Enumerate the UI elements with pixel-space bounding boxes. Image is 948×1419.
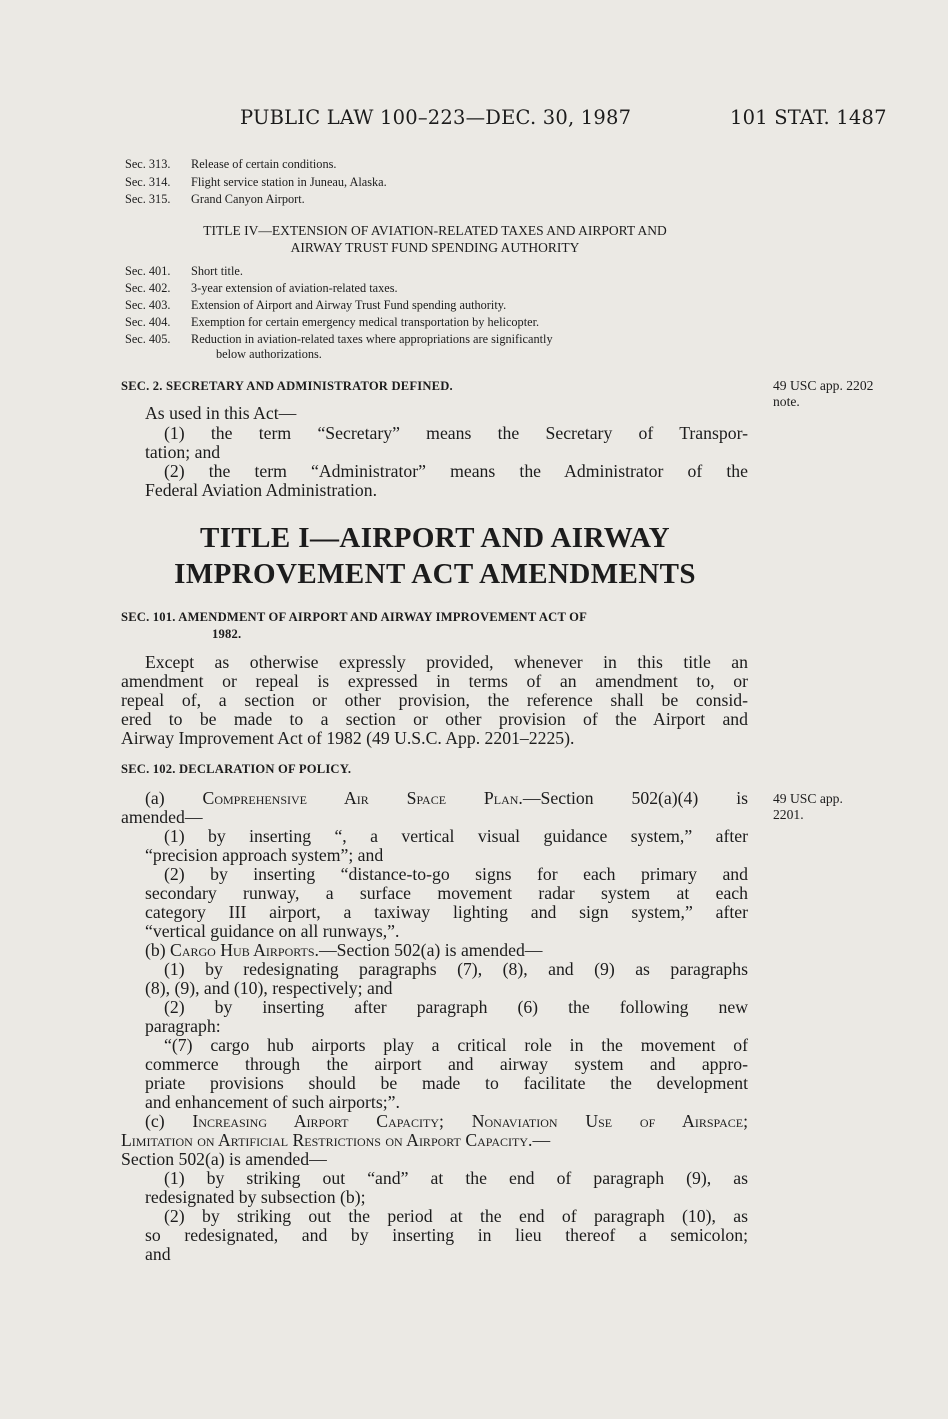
sec-102-c-para-1: (1) by striking out “and” at the end of paragraph (9), as [164, 1168, 748, 1188]
sec-102-c-para-2-cont: so redesignated, and by inserting in lieu thereof a semicolon; [145, 1225, 748, 1245]
sec-2-para-2-cont: Federal Aviation Administration. [145, 480, 378, 500]
sec-2-para-1: (1) the term “Secretary” means the Secretary of Transpor- [164, 423, 748, 443]
sec-2-intro: As used in this Act— [145, 403, 297, 423]
sec-101-text: Except as otherwise expressly provided, whenever in this title an [145, 652, 748, 672]
sec-102-heading: SEC. 102. DECLARATION OF POLICY. [121, 762, 352, 776]
sec-102-c-para-2: (2) by striking out the period at the end of paragraph (10), as [164, 1206, 748, 1226]
title-iv-heading: TITLE IV—EXTENSION OF AVIATION-RELATED TAXES AND AIRPORT AND AIRWAY TRUST FUND SPENDING AUTHORITY [203, 223, 667, 255]
sec-102-subsection-c: (c) Increasing Airport Capacity; Nonaviation Use of Airspace; [145, 1111, 748, 1131]
sec-102-b-para-1: (1) by redesignating paragraphs (7), (8), and (9) as paragraphs [164, 959, 748, 979]
sec-102-a-para-2-cont: category III airport, a taxiway lighting and sign system,” after [145, 902, 748, 922]
sec-101-heading-cont: 1982. [212, 627, 242, 641]
sec-102-b-para-2: (2) by inserting after paragraph (6) the following new [164, 997, 748, 1017]
sec-101-heading: SEC. 101. AMENDMENT OF AIRPORT AND AIRWAY IMPROVEMENT ACT OF [121, 610, 588, 624]
sec-102-b-quote-cont: priate provisions should be made to facilitate the development [145, 1073, 748, 1093]
sec-102-a-para-2-cont: secondary runway, a surface movement radar system at each [145, 883, 748, 903]
sec-102-c-intro: Section 502(a) is amended— [121, 1149, 327, 1169]
toc-entry: Sec. 401. Short title. [125, 264, 243, 278]
sec-102-b-quote-cont: commerce through the airport and airway system and appro- [145, 1054, 748, 1074]
toc-entry: Sec. 403. Extension of Airport and Airway Trust Fund spending authority. [125, 298, 507, 312]
sec-102-subsection-a: (a) Comprehensive Air Space Plan.—Section 502(a)(4) is [145, 788, 748, 808]
sec-102-a-para-1: (1) by inserting “, a vertical visual guidance system,” after [164, 826, 748, 846]
sec-101-text: repeal of, a section or other provision, the reference shall be consid- [121, 690, 748, 710]
toc-entry: Sec. 404. Exemption for certain emergency medical transportation by helicopter. [125, 315, 540, 329]
sec-102-b-quote: “(7) cargo hub airports play a critical role in the movement of [164, 1035, 748, 1055]
sec-2-para-2: (2) the term “Administrator” means the Administrator of the [164, 461, 748, 481]
sec-102-c-para-1-cont: redesignated by subsection (b); [145, 1187, 366, 1207]
sec-102-a-para-2-cont: “vertical guidance on all runways,”. [145, 921, 400, 941]
title-i-heading: TITLE I—AIRPORT AND AIRWAY IMPROVEMENT ACT AMENDMENTS [174, 522, 696, 590]
sec-102-margin-note: 49 USC app. 2201. [773, 791, 843, 822]
sec-102-c-para-2-cont: and [145, 1244, 171, 1264]
sec-2-para-1-cont: tation; and [145, 442, 221, 462]
toc-entry: Sec. 314. Flight service station in Juneau, Alaska. [125, 175, 387, 189]
running-header-stat: 101 STAT. 1487 [730, 106, 887, 129]
sec-101-text: Airway Improvement Act of 1982 (49 U.S.C. App. 2201–2225). [121, 728, 575, 748]
sec-101-text: amendment or repeal is expressed in terms of an amendment to, or [121, 671, 748, 691]
sec-102-c-heading-cont: Limitation on Artificial Restrictions on Airport Capacity.— [121, 1130, 551, 1150]
running-header-law: PUBLIC LAW 100–223—DEC. 30, 1987 [240, 106, 632, 129]
sec-102-a-para-1-cont: “precision approach system”; and [145, 845, 384, 865]
sec-2-margin-note: 49 USC app. 2202 note. [773, 378, 874, 409]
toc-entry: Sec. 405. Reduction in aviation-related taxes where appropriations are significantly below authorizations. [125, 332, 553, 361]
sec-102-b-quote-cont: and enhancement of such airports;”. [145, 1092, 400, 1112]
toc-entry: Sec. 402. 3-year extension of aviation-related taxes. [125, 281, 398, 295]
toc-entry: Sec. 315. Grand Canyon Airport. [125, 192, 305, 206]
toc-entry: Sec. 313. Release of certain conditions. [125, 157, 337, 171]
sec-102-a-cont: amended— [121, 807, 203, 827]
sec-102-subsection-b: (b) Cargo Hub Airports.—Section 502(a) is amended— [145, 940, 543, 960]
sec-102-a-para-2: (2) by inserting “distance-to-go signs for each primary and [164, 864, 748, 884]
sec-102-b-para-1-cont: (8), (9), and (10), respectively; and [145, 978, 393, 998]
sec-102-b-para-2-cont: paragraph: [145, 1016, 221, 1036]
sec-2-heading: SEC. 2. SECRETARY AND ADMINISTRATOR DEFINED. [121, 379, 453, 393]
sec-101-text: ered to be made to a section or other provision of the Airport and [121, 709, 748, 729]
